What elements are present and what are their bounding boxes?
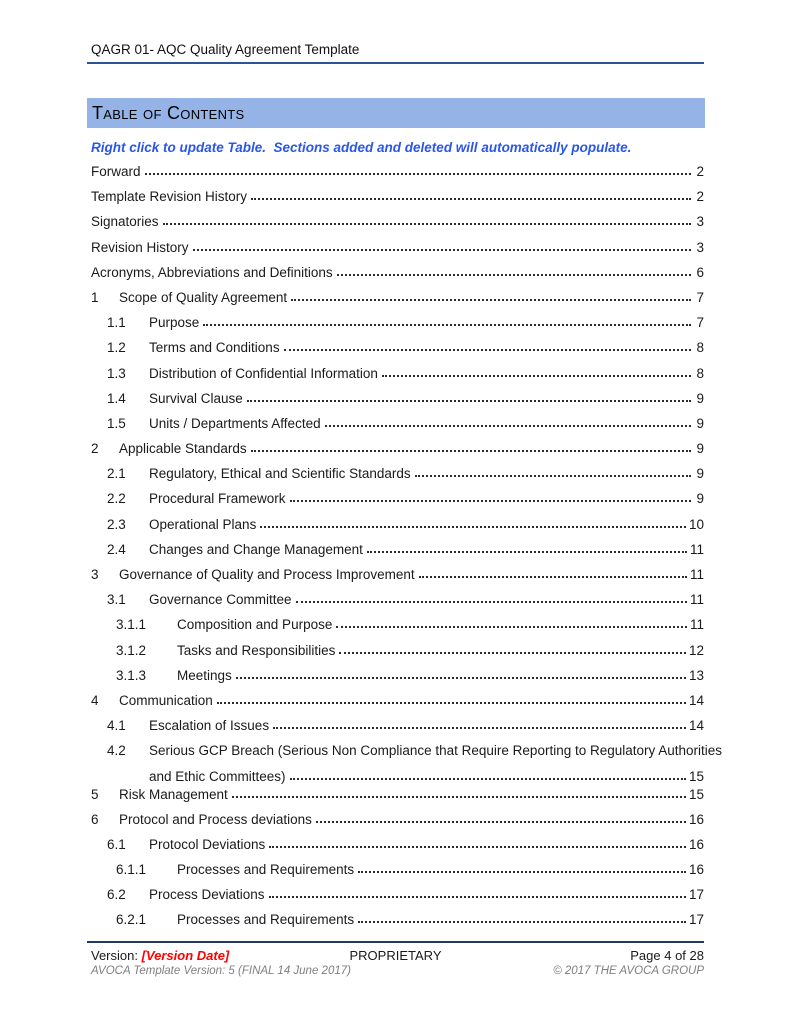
toc-entry-page-number: 16	[688, 811, 704, 827]
toc-entry-number: 2.3	[107, 516, 126, 532]
toc-entry[interactable]	[91, 592, 704, 617]
toc-entry-number: 6.2.1	[116, 912, 147, 928]
dot-leader	[419, 576, 687, 578]
dot-leader	[193, 249, 691, 251]
version-label: Version:	[91, 948, 138, 963]
toc-entry[interactable]	[91, 290, 704, 315]
toc-entry-number: 4	[91, 692, 99, 708]
toc-entry[interactable]	[91, 189, 704, 214]
toc-entry[interactable]	[91, 491, 704, 516]
toc-entry-number: 2.4	[107, 541, 126, 557]
dot-leader	[284, 349, 691, 351]
toc-entry[interactable]	[91, 617, 704, 642]
document-title: QAGR 01- AQC Quality Agreement Template	[91, 42, 360, 57]
page-footer	[87, 941, 704, 977]
toc-entry-number: 4.1	[107, 718, 126, 734]
toc-entry-number: 2.1	[107, 466, 126, 482]
toc-entry-title: Forward	[91, 164, 141, 179]
toc-entry[interactable]	[91, 164, 704, 189]
toc-list	[91, 164, 723, 938]
toc-entry-page-number: 16	[688, 862, 704, 878]
toc-heading: Table of Contents	[92, 102, 245, 123]
toc-entry-title: Revision History	[91, 239, 189, 255]
toc-update-instruction: Right click to update Table. Sections added and deleted will automatically populate.	[91, 140, 632, 155]
toc-entry-page-number: 11	[689, 541, 704, 557]
toc-entry-title: Process Deviations	[149, 887, 265, 903]
toc-entry[interactable]	[91, 787, 704, 812]
toc-entry-page-number: 9	[696, 441, 704, 457]
toc-entry-number: 3.1	[107, 592, 126, 608]
toc-entry-title: Distribution of Confidential Information	[149, 365, 378, 381]
dot-leader	[217, 702, 686, 704]
toc-entry-number: 1.1	[107, 315, 126, 331]
toc-entry-title: Protocol and Process deviations	[119, 811, 312, 827]
toc-entry-number: 5	[91, 786, 99, 802]
toc-heading-banner	[87, 98, 705, 128]
toc-entry-page-number: 13	[688, 667, 704, 683]
toc-entry-number: 2	[91, 441, 99, 457]
toc-entry-title: Communication	[119, 692, 213, 708]
toc-entry-page-number: 17	[688, 912, 704, 928]
dot-leader	[290, 500, 691, 502]
dot-leader	[290, 778, 686, 780]
footer-row-2	[87, 965, 704, 977]
toc-entry-title: Regulatory, Ethical and Scientific Standards	[149, 466, 411, 482]
footer-version	[87, 948, 350, 963]
toc-entry-title: Escalation of Issues	[149, 718, 270, 734]
toc-entry-title: Signatories	[91, 214, 159, 230]
toc-entry-page-number: 9	[696, 390, 704, 406]
dot-leader	[232, 796, 686, 798]
dot-leader	[337, 274, 691, 276]
toc-entry-number: 1.5	[107, 415, 126, 431]
toc-entry-title: Serious GCP Breach (Serious Non Compliance that Require Reporting to Regulatory Authorities	[149, 743, 723, 759]
toc-entry-title: Terms and Conditions	[149, 340, 280, 356]
dot-leader	[236, 677, 686, 679]
toc-entry-page-number: 11	[689, 592, 704, 608]
toc-entry[interactable]	[91, 265, 704, 290]
toc-entry-page-number: 17	[688, 887, 704, 903]
dot-leader	[296, 601, 687, 603]
toc-entry-number: 6.1	[107, 836, 126, 852]
dot-leader	[382, 375, 691, 377]
toc-entry-title: Survival Clause	[149, 390, 243, 406]
toc-entry[interactable]	[91, 542, 704, 567]
toc-entry-page-number: 15	[688, 786, 704, 802]
dot-leader	[269, 896, 686, 898]
template-version-note: AVOCA Template Version: 5 (FINAL 14 June 2017)	[91, 965, 351, 977]
dot-leader	[358, 921, 686, 923]
toc-entry-page-number: 2	[696, 189, 704, 205]
toc-entry[interactable]	[91, 214, 704, 239]
toc-entry-title: Acronyms, Abbreviations and Definitions	[91, 264, 333, 280]
toc-entry-page-number: 9	[696, 491, 704, 507]
toc-entry[interactable]	[91, 668, 704, 693]
toc-entry-page-number: 14	[688, 718, 704, 734]
toc-entry[interactable]	[91, 315, 704, 340]
toc-entry-title: Units / Departments Affected	[149, 415, 321, 431]
toc-entry-number: 6.2	[107, 887, 126, 903]
toc-entry-page-number: 11	[689, 567, 704, 582]
toc-entry-number: 3.1.1	[116, 617, 147, 633]
toc-entry-number: 3	[91, 567, 99, 582]
toc-entry-number: 6	[91, 811, 99, 827]
toc-entry[interactable]	[91, 340, 704, 365]
toc-entry-page-number: 6	[696, 264, 704, 280]
toc-entry-number: 1	[91, 289, 99, 305]
footer-row-1	[87, 948, 704, 963]
toc-entry-title: Purpose	[149, 315, 200, 331]
copyright-notice: © 2017 THE AVOCA GROUP	[553, 965, 704, 977]
toc-entry-page-number: 9	[696, 466, 704, 482]
toc-entry[interactable]	[91, 567, 704, 592]
toc-entry[interactable]	[91, 887, 704, 912]
toc-entry-page-number: 3	[696, 214, 704, 230]
toc-entry-title: Meetings	[177, 667, 232, 683]
toc-entry[interactable]	[91, 517, 704, 542]
toc-entry-number: 3.1.2	[116, 642, 147, 658]
toc-entry-title: Processes and Requirements	[177, 862, 355, 878]
toc-entry-title: Applicable Standards	[119, 441, 247, 457]
toc-entry[interactable]	[91, 693, 704, 718]
toc-entry[interactable]	[91, 912, 704, 937]
toc-entry-page-number: 10	[688, 516, 704, 532]
toc-entry-page-number: 8	[696, 340, 704, 356]
toc-entry-title: Governance Committee	[149, 592, 292, 608]
toc-entry-title: Protocol Deviations	[149, 836, 266, 852]
toc-entry[interactable]	[91, 837, 704, 862]
toc-entry[interactable]	[91, 718, 704, 743]
toc-entry[interactable]	[91, 812, 704, 837]
dot-leader	[336, 626, 687, 628]
toc-entry-page-number: 11	[689, 617, 704, 633]
toc-entry-title: Template Revision History	[91, 189, 248, 205]
toc-entry[interactable]	[91, 391, 704, 416]
toc-entry-page-number: 9	[696, 415, 704, 431]
toc-entry-page-number: 8	[696, 365, 704, 381]
toc-entry-title: Risk Management	[119, 786, 228, 802]
toc-entry-page-number: 15	[688, 768, 704, 784]
dot-leader	[325, 425, 691, 427]
toc-entry-page-number: 14	[688, 692, 704, 708]
toc-entry-page-number: 2	[696, 164, 704, 179]
toc-entry[interactable]	[91, 240, 704, 265]
dot-leader	[269, 846, 686, 848]
toc-entry-number: 6.1.1	[116, 862, 147, 878]
dot-leader	[251, 198, 691, 200]
toc-entry-number: 4.2	[107, 743, 126, 759]
toc-entry-title: Scope of Quality Agreement	[119, 289, 288, 305]
toc-entry[interactable]	[91, 441, 704, 466]
dot-leader	[251, 450, 691, 452]
toc-entry[interactable]	[91, 366, 704, 391]
toc-entry-page-number: 7	[696, 289, 704, 305]
toc-entry-title: Operational Plans	[149, 516, 257, 532]
toc-entry-number: 1.3	[107, 365, 126, 381]
dot-leader	[145, 173, 691, 175]
toc-entry-page-number: 12	[688, 642, 704, 658]
dot-leader	[273, 727, 686, 729]
toc-entry-title: Processes and Requirements	[177, 912, 355, 928]
dot-leader	[367, 551, 687, 553]
toc-entry[interactable]	[91, 743, 723, 768]
dot-leader	[260, 526, 686, 528]
toc-entry-title: Tasks and Responsibilities	[177, 642, 336, 658]
toc-entry-number: 2.2	[107, 491, 126, 507]
dot-leader	[415, 475, 691, 477]
dot-leader	[339, 652, 686, 654]
toc-entry[interactable]	[91, 862, 704, 887]
proprietary-label: PROPRIETARY	[349, 948, 442, 963]
toc-entry[interactable]	[91, 466, 704, 491]
toc-entry-title: Procedural Framework	[149, 491, 286, 507]
dot-leader	[163, 223, 691, 225]
toc-entry-title: Composition and Purpose	[177, 617, 333, 633]
toc-entry-page-number: 7	[696, 315, 704, 331]
dot-leader	[203, 324, 691, 326]
page-header	[87, 42, 704, 64]
toc-entry-page-number: 3	[696, 239, 704, 255]
toc-entry-page-number: 16	[688, 836, 704, 852]
dot-leader	[316, 821, 686, 823]
toc-entry-continuation[interactable]	[91, 769, 704, 787]
page-number-indicator: Page 4 of 28	[630, 948, 704, 963]
toc-entry-title: Changes and Change Management	[149, 541, 363, 557]
toc-entry[interactable]	[91, 416, 704, 441]
toc-entry-title: Governance of Quality and Process Improvement	[119, 567, 415, 582]
toc-entry-number: 3.1.3	[116, 667, 147, 683]
dot-leader	[291, 299, 691, 301]
toc-entry-number: 1.4	[107, 390, 126, 406]
toc-entry-number: 1.2	[107, 340, 126, 356]
version-date-placeholder: [Version Date]	[141, 948, 230, 963]
dot-leader	[358, 871, 686, 873]
toc-entry-title: and Ethic Committees)	[149, 768, 286, 784]
toc-entry[interactable]	[91, 643, 704, 668]
dot-leader	[247, 400, 691, 402]
